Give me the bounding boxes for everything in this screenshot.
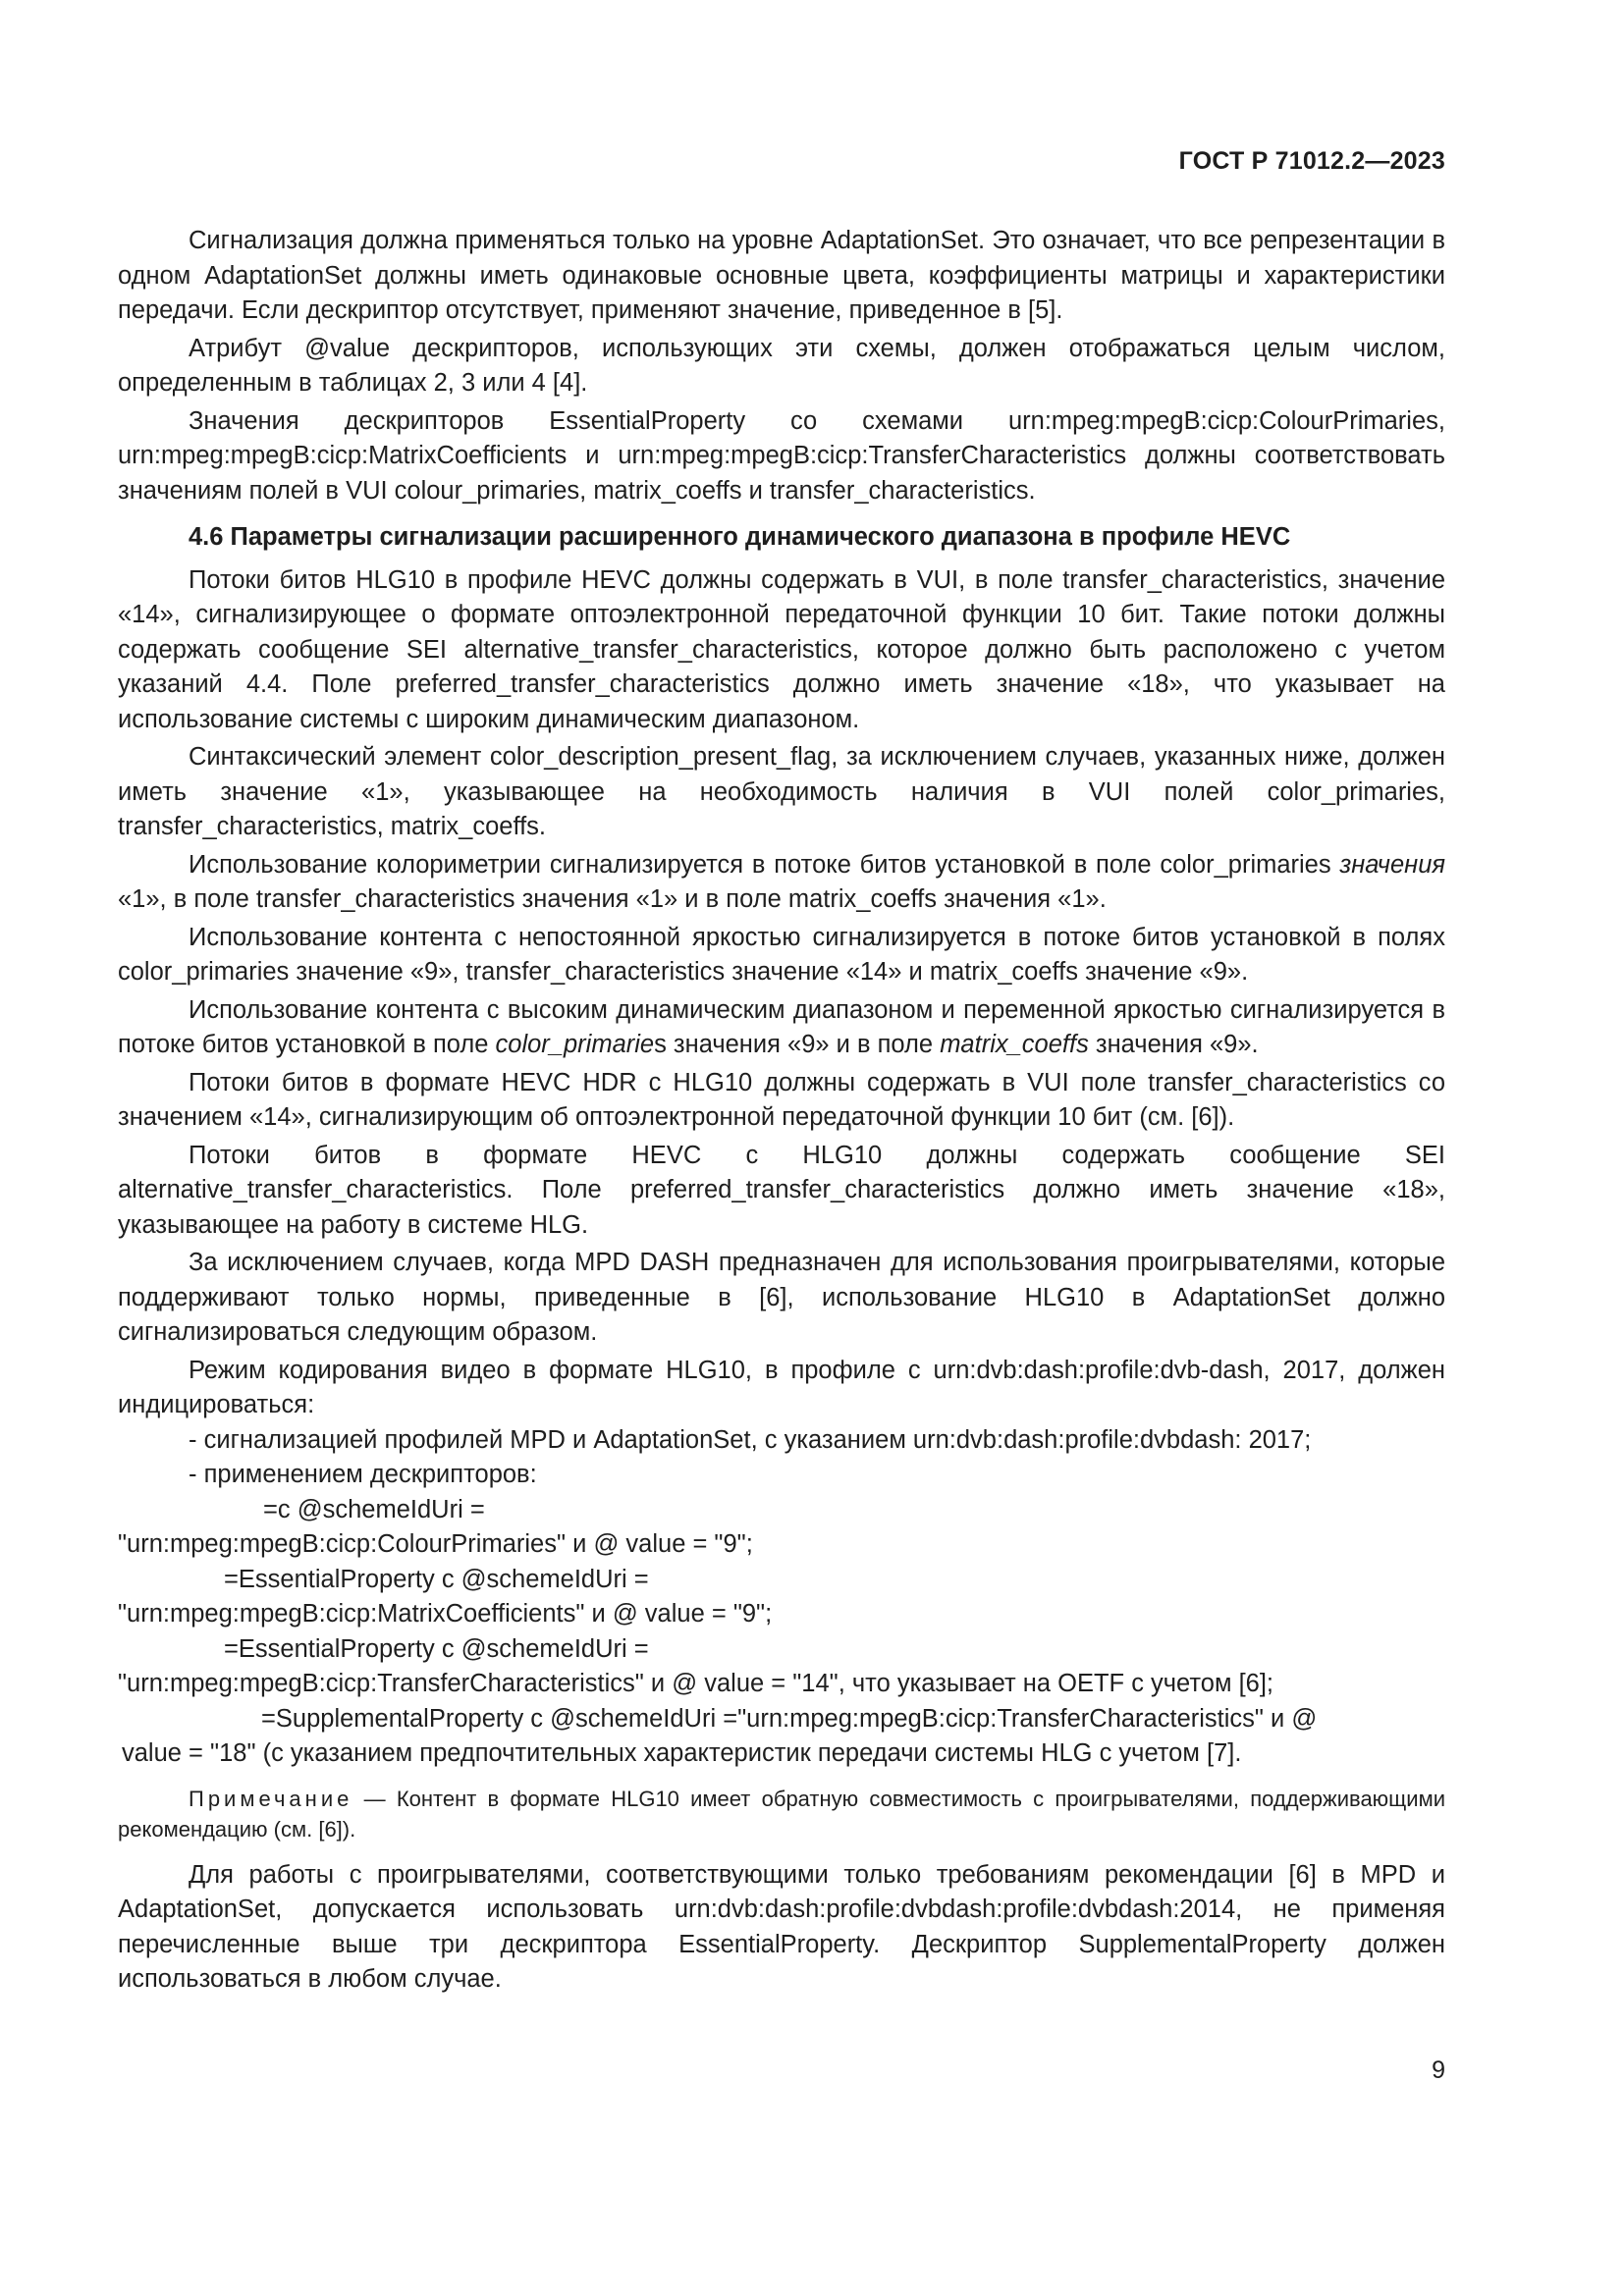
paragraph-signaling-level: Сигнализация должна применяться только на уровне AdaptationSet. Это означает, что все репрезентации в одном AdaptationSet должны иметь одинаковые основные цвета, коэффициенты матрицы и характеристики передачи. Если дескриптор отсутствует, применяют значение, приведенное в [5]. [118, 227, 1445, 324]
list-item: - применением дескрипторов: [189, 1461, 537, 1488]
text-run: «1», в поле transfer_characteristics значения «1» и в поле matrix_coeffs значения «1». [118, 885, 1107, 913]
paragraph-essential-property-values: Значения дескрипторов EssentialProperty со схемами urn:mpeg:mpegB:cicp:ColourPrimaries, urn:mpeg:mpegB:cicp:MatrixCoefficients и urn:mpeg:mpegB:cicp:TransferCharacteristics должны соответствовать значениям полей в VUI colour_primaries, matrix_coeffs и transfer_characteristics. [118, 406, 1445, 505]
descriptor-line: "urn:mpeg:mpegB:cicp:MatrixCoefficients" и @ value = "9"; [118, 1600, 773, 1628]
text-run: Использование контента с высоким динамическим диапазоном и переменной яркостью сигнализируется в потоке битов установкой в поле [118, 995, 1445, 1058]
page-number: 9 [1432, 2056, 1445, 2084]
descriptor-line: value = "18" (с указанием предпочтительных характеристик передачи системы HLG с учетом [7]. [122, 1739, 1242, 1767]
descriptor-line: =EssentialProperty c @schemeIdUri = [224, 1565, 649, 1593]
paragraph-colorimetry [118, 848, 1445, 918]
section-title: 4.6 Параметры сигнализации расширенного динамического диапазона в профиле HEVC [189, 523, 1291, 551]
italic-run: matrix_coeffs [940, 1031, 1089, 1058]
paragraph-hevc-sei: Потоки битов в формате HEVC с HLG10 должны содержать сообщение SEI alternative_transfer_characteristics. Поле preferred_transfer_characteristics должно иметь значение «18», указывающее на работу в системе HLG. [118, 1141, 1445, 1239]
list-item: - сигнализацией профилей MPD и AdaptationSet, с указанием urn:dvb:dash:profile:dvbdash: 2017; [189, 1425, 1312, 1454]
descriptor-line: "urn:mpeg:mpegB:cicp:ColourPrimaries" и @ value = "9"; [118, 1530, 753, 1558]
text-run: s значения «9» и в поле [654, 1031, 941, 1058]
note [118, 1784, 1445, 1844]
descriptor-line: "urn:mpeg:mpegB:cicp:TransferCharacteristics" и @ value = "14", что указывает на OETF с учетом [6]; [118, 1670, 1274, 1697]
paragraph-hlg10-streams: Потоки битов HLG10 в профиле HEVC должны содержать в VUI, в поле transfer_characteristics, значение «14», сигнализирующее о формате оптоэлектронной передаточной функции 10 бит. Такие потоки должны содержать сообщение SEI alternative_transfer_characteristics, которое должно быть расположено с учетом указаний 4.4. Поле preferred_transfer_characteristics должно иметь значение «18», что указывает на использование системы с широким динамическим диапазоном. [118, 565, 1445, 733]
paragraph-mpd-dash: За исключением случаев, когда MPD DASH предназначен для использования проигрывателями, которые поддерживают только нормы, приведенные в [6], использование HLG10 в AdaptationSet должно сигнализироваться следующим образом. [118, 1249, 1445, 1346]
paragraph-value-attribute: Атрибут @value дескрипторов, использующих эти схемы, должен отображаться целым числом, определенным в таблицах 2, 3 или 4 [4]. [118, 334, 1445, 397]
descriptor-line: =SupplementalProperty c @schemeIdUri ="urn:mpeg:mpegB:cicp:TransferCharacteristics" и @ [261, 1704, 1318, 1733]
paragraph-dvbdash-2014: Для работы с проигрывателями, соответствующими только требованиям рекомендации [6] в MPD и AdaptationSet, допускается использовать urn:dvb:dash:profile:dvbdash:profile:dvbdash:2014, не применяя перечисленные выше три дескриптора EssentialProperty. Дескриптор SupplementalProperty должен использоваться в любом случае. [118, 1860, 1445, 1993]
paragraph-nonconstant-luminance: Использование контента с непостоянной яркостью сигнализируется в потоке битов установкой в полях color_primaries значение «9», transfer_characteristics значение «14» и matrix_coeffs значение «9». [118, 923, 1445, 986]
paragraph-color-description-flag: Синтаксический элемент color_description_present_flag, за исключением случаев, указанных ниже, должен иметь значение «1», указывающее на необходимость наличия в VUI полей color_primaries, transfer_characteristics, matrix_coeffs. [118, 743, 1445, 840]
descriptor-line: =c @schemeIdUri = [263, 1495, 485, 1523]
paragraph-hdr-content [118, 993, 1445, 1063]
paragraph-encoding-mode: Режим кодирования видео в формате HLG10, в профиле с urn:dvb:dash:profile:dvb-dash, 2017, должен индицироваться: [118, 1356, 1445, 1418]
paragraph-hevc-hdr: Потоки битов в формате HEVC HDR с HLG10 должны содержать в VUI поле transfer_characteristics со значением «14», сигнализирующим об оптоэлектронной передаточной функции 10 бит (см. [6]). [118, 1068, 1445, 1131]
document-body [118, 224, 1445, 1998]
italic-run: значения [1339, 850, 1445, 879]
descriptor-line: =EssentialProperty c @schemeIdUri = [224, 1634, 649, 1663]
note-text: — Контент в формате HLG10 имеет обратную совместимость с проигрывателями, поддерживающими рекомендацию (см. [6]). [118, 1786, 1445, 1842]
italic-run: color_primarie [495, 1031, 655, 1058]
note-label: Примечание [189, 1786, 353, 1811]
text-run: значения «9». [1088, 1031, 1259, 1058]
text-run: Использование колориметрии сигнализируется в потоке битов установкой в поле color_primaries [189, 850, 1340, 879]
standard-id-header: ГОСТ Р 71012.2—2023 [1178, 147, 1445, 175]
